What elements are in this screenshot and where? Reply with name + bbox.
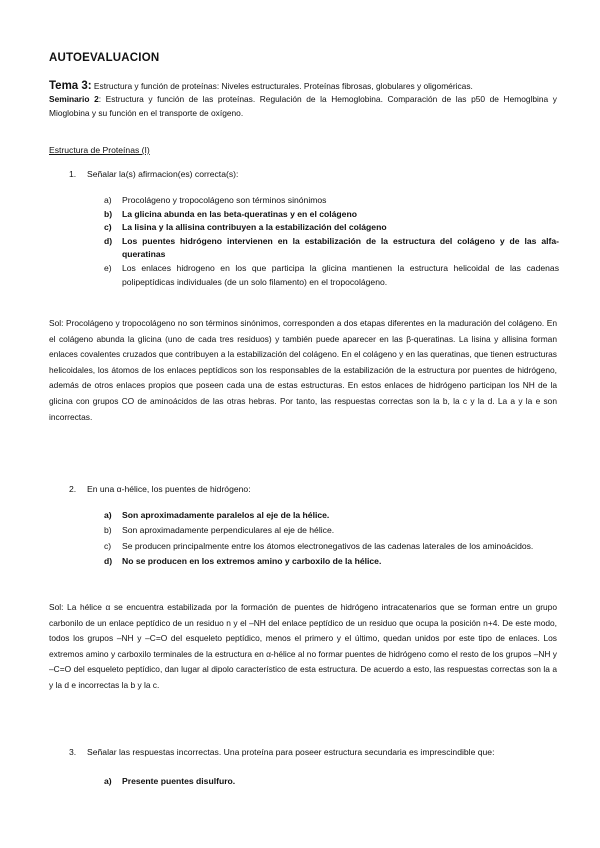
option-b: b) Son aproximadamente perpendiculares al eje de hélice.	[104, 525, 335, 536]
solution-2: Sol: La hélice α se encuentra estabilizada por la formación de puentes de hidrógeno intracatenarios que se forman entre un grupo carbonilo de un enlace peptídico de un residuo n y el –NH del enlace peptídico de un residuo que ocupa la posición n+4. De este modo, todos los grupos –NH y –C=O del esqueleto peptídico, menos el primero y el último, quedan unidos por este tipo de enlaces. Los extremos amino y carboxilo terminales de la estructura en α-hélice al no formar puentes de hidrógeno como el resto de los grupos –NH y –C=O del esqueleto peptídico, dan lugar al dipolo característico de esta estructura. De acuerdo a esto, las respuestas correctas son la a y la d e incorrectas la b y la c.	[49, 602, 557, 690]
seminario-text: : Estructura y función de las proteínas. Regulación de la Hemoglobina. Comparación de las p50 de Hemoglbina y Mioglobina y su función en el transporte de oxígeno.	[49, 94, 557, 118]
question-3	[69, 746, 494, 759]
document-title: AUTOEVALUACION	[49, 52, 160, 64]
question-1	[69, 168, 238, 181]
question-number: 3.	[69, 747, 77, 757]
option-c: c) La lisina y la allisina contribuyen a la estabilización del colágeno	[104, 222, 387, 233]
question-number: 1.	[69, 169, 77, 179]
question-number: 2.	[69, 484, 77, 494]
option-d: d) No se producen en los extremos amino y carboxilo de la hélice.	[104, 556, 382, 567]
question-text: Señalar la(s) afirmacion(es) correcta(s):	[87, 169, 239, 179]
option-e: e) Los enlaces hidrogeno en los que participa la glicina mantienen la estructura helicoidal de las cadenas polipeptídicas individuales (de un solo filamento) en el tropocolágeno.	[104, 262, 559, 287]
option-a: a) Presente puentes disulfuro.	[104, 776, 236, 786]
tema-label: Tema 3:	[49, 80, 92, 92]
intro-paragraph	[49, 80, 557, 120]
question-2-options	[104, 508, 559, 570]
question-text: Señalar las respuestas incorrectas. Una proteína para poseer estructura secundaria es imprescindible que:	[87, 747, 495, 757]
option-a: a) Son aproximadamente paralelos al eje de la hélice.	[104, 510, 330, 520]
option-a: a) Procolágeno y tropocolágeno son términos sinónimos	[104, 195, 327, 205]
option-c: c) Se producen principalmente entre los átomos electronegativos de las cadenas laterales de los aminoácidos.	[104, 540, 534, 551]
option-d: d) Los puentes hidrógeno intervienen en la estabilización de la estructura del colágeno y de las alfa-queratinas	[104, 235, 559, 260]
solution-1: Sol: Procolágeno y tropocolágeno no son términos sinónimos, corresponden a dos etapas diferentes en la maduración del colágeno. En el colágeno abunda la glicina (uno de cada tres residuos) y también puede aparecer en las β-queratinas. La lisina y allisina forman enlaces covalentes cruzados que contribuyen a la estabilización del colágeno. En el colágeno y en las queratinas, que tienen estructuras helicoidales, los átomos de los enlaces peptídicos son los responsables de la estabilización de la estructura por puentes de hidrógeno, además de otros enlaces propios que poseen cada una de estas estructuras. En estos enlaces de hidrógeno participan los NH de la glicina con grupos CO de aminoácidos de las otras hebras. Por tanto, las respuestas correctas son la b, la c y la d. La a y la e son incorrectas.	[49, 318, 557, 422]
question-text: En una α-hélice, los puentes de hidrógeno:	[87, 484, 251, 494]
question-1-options	[104, 194, 559, 289]
section-title: Estructura de Proteínas (I)	[49, 145, 150, 155]
option-b: b) La glicina abunda en las beta-queratinas y en el colágeno	[104, 208, 357, 219]
question-3-options	[104, 775, 559, 789]
question-2	[69, 483, 251, 496]
tema-text: Estructura y función de proteínas: Niveles estructurales. Proteínas fibrosas, globulares y oligoméricas.	[91, 81, 473, 91]
seminario-label: Seminario 2	[49, 94, 99, 105]
